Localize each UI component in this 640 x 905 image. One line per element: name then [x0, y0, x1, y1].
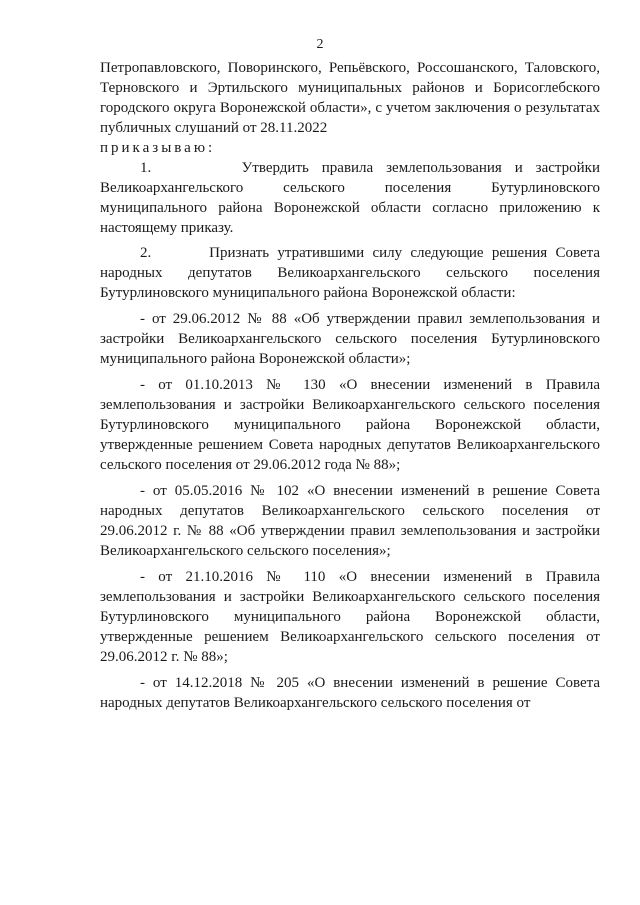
paragraph-prikaz: приказываю: — [100, 140, 216, 156]
page-number: 2 — [316, 37, 324, 52]
list-item: - от 14.12.2018 № 205 «О внесении изменений в решение Совета народных депутатов Великоархангельского сельского поселения от — [100, 675, 600, 711]
list-item: - от 01.10.2013 № 130 «О внесении изменений в Правила землепользования и застройки Великоархангельского сельского поселения Бутурлиновского муниципального района Воронежской области, утвержденные решением Совета народных депутатов Великоархангельского сельского поселения от 29.06.2012 года № 88»; — [100, 377, 600, 473]
list-item: - от 05.05.2016 № 102 «О внесении изменений в решение Совета народных депутатов Великоархангельского сельского поселения от 29.06.2012 г. № 88 «Об утверждении правил землепользования и застройки Великоархангельского сельского поселения»; — [100, 483, 600, 559]
list-item: - от 29.06.2012 № 88 «Об утверждении правил землепользования и застройки Великоархангельского сельского поселения Бутурлиновского муниципального района Воронежской области»; — [100, 311, 600, 367]
paragraph-item-2: 2. Признать утратившими силу следующие решения Совета народных депутатов Великоархангельского сельского поселения Бутурлиновского муниципального района Воронежской области: — [100, 245, 600, 301]
paragraph-intro: Петропавловского, Поворинского, Репьёвского, Россошанского, Таловского, Терновского и Эртильского муниципальных районов и Борисоглебского городского округа Воронежской области», с учетом заключения о результатах публичных слушаний от 28.11.2022 — [100, 60, 600, 136]
list-item: - от 21.10.2016 № 110 «О внесении изменений в Правила землепользования и застройки Великоархангельского сельского поселения Бутурлиновского муниципального района Воронежской области, утвержденные решением Великоархангельского сельского поселения от 29.06.2012 г. № 88»; — [100, 569, 600, 665]
paragraph-item-1: 1. Утвердить правила землепользования и застройки Великоархангельского сельского поселения Бутурлиновского муниципального района Воронежской области согласно приложению к настоящему приказу. — [100, 160, 600, 236]
document-body — [100, 58, 600, 713]
